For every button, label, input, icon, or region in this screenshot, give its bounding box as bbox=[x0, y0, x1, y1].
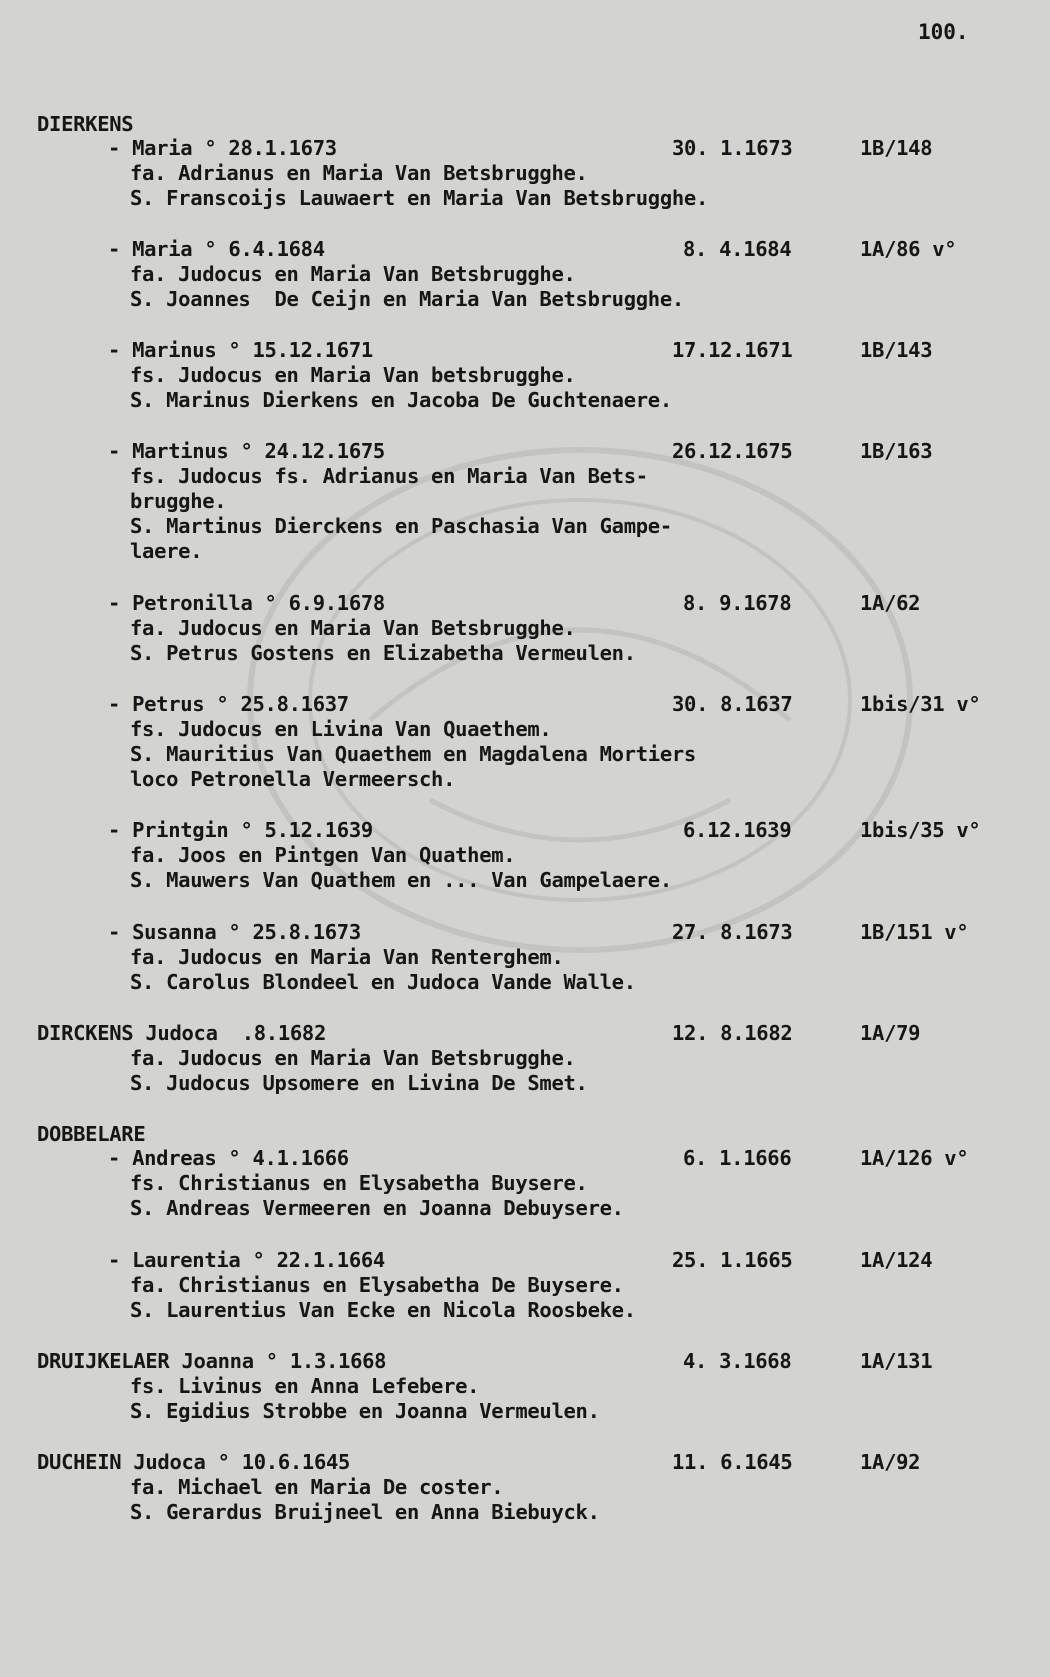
entry-parents: fa. Judocus en Maria Van Betsbrugghe. bbox=[130, 616, 576, 640]
section-heading: DIERKENS bbox=[37, 112, 134, 136]
entry-sponsors: S. Carolus Blondeel en Judoca Vande Walle. bbox=[130, 970, 636, 994]
entry-sponsors: S. Franscoijs Lauwaert en Maria Van Betsbrugghe. bbox=[130, 186, 709, 210]
entry-sponsors: S. Gerardus Bruijneel en Anna Biebuyck. bbox=[130, 1500, 600, 1524]
entry-sponsors: S. Judocus Upsomere en Livina De Smet. bbox=[130, 1071, 588, 1095]
entry-name: DUCHEIN Judoca ° 10.6.1645 bbox=[37, 1450, 351, 1474]
entry-sponsors-cont: laere. bbox=[130, 539, 203, 563]
baptism-date: 30. 1.1673 bbox=[672, 136, 793, 160]
entry-parents: fa. Judocus en Maria Van Betsbrugghe. bbox=[130, 1046, 576, 1070]
entry-sponsors: S. Mauritius Van Quaethem en Magdalena Mortiers bbox=[130, 742, 696, 766]
register-ref: 1A/92 bbox=[860, 1450, 921, 1474]
entry-name: DRUIJKELAER Joanna ° 1.3.1668 bbox=[37, 1349, 387, 1373]
entry-name: - Printgin ° 5.12.1639 bbox=[108, 818, 373, 842]
entry-parents: fs. Judocus en Livina Van Quaethem. bbox=[130, 717, 552, 741]
entry-sponsors: S. Laurentius Van Ecke en Nicola Roosbeke. bbox=[130, 1298, 636, 1322]
baptism-date: 17.12.1671 bbox=[672, 338, 793, 362]
page-number: 100. bbox=[918, 20, 969, 44]
entry-parents: fa. Adrianus en Maria Van Betsbrugghe. bbox=[130, 161, 588, 185]
baptism-date: 27. 8.1673 bbox=[672, 920, 793, 944]
baptism-date: 6.12.1639 bbox=[683, 818, 792, 842]
register-ref: 1bis/31 v° bbox=[860, 692, 981, 716]
entry-parents-cont: brugghe. bbox=[130, 489, 227, 513]
entry-sponsors: S. Joannes De Ceijn en Maria Van Betsbrugghe. bbox=[130, 287, 684, 311]
register-ref: 1A/86 v° bbox=[860, 237, 957, 261]
section-heading: DOBBELARE bbox=[37, 1122, 146, 1146]
baptism-date: 4. 3.1668 bbox=[683, 1349, 792, 1373]
entry-parents: fs. Judocus fs. Adrianus en Maria Van Bets- bbox=[130, 464, 648, 488]
entry-name: - Susanna ° 25.8.1673 bbox=[108, 920, 361, 944]
register-ref: 1B/151 v° bbox=[860, 920, 969, 944]
entry-sponsors: S. Mauwers Van Quathem en ... Van Gampelaere. bbox=[130, 868, 672, 892]
entry-name: - Laurentia ° 22.1.1664 bbox=[108, 1248, 385, 1272]
entry-sponsors: S. Marinus Dierkens en Jacoba De Guchtenaere. bbox=[130, 388, 672, 412]
baptism-date: 25. 1.1665 bbox=[672, 1248, 793, 1272]
register-ref: 1A/124 bbox=[860, 1248, 933, 1272]
entry-sponsors: S. Andreas Vermeeren en Joanna Debuysere. bbox=[130, 1196, 624, 1220]
baptism-date: 8. 9.1678 bbox=[683, 591, 792, 615]
entry-parents: fs. Christianus en Elysabetha Buysere. bbox=[130, 1171, 588, 1195]
entry-name: - Andreas ° 4.1.1666 bbox=[108, 1146, 349, 1170]
entry-name: - Maria ° 28.1.1673 bbox=[108, 136, 337, 160]
entry-name: DIRCKENS Judoca .8.1682 bbox=[37, 1021, 327, 1045]
entry-name: - Maria ° 6.4.1684 bbox=[108, 237, 325, 261]
register-ref: 1A/131 bbox=[860, 1349, 933, 1373]
entry-name: - Marinus ° 15.12.1671 bbox=[108, 338, 373, 362]
entry-parents: fa. Joos en Pintgen Van Quathem. bbox=[130, 843, 516, 867]
entry-parents: fs. Livinus en Anna Lefebere. bbox=[130, 1374, 480, 1398]
entry-parents: fa. Christianus en Elysabetha De Buysere. bbox=[130, 1273, 624, 1297]
entry-sponsors: S. Petrus Gostens en Elizabetha Vermeulen. bbox=[130, 641, 636, 665]
entry-sponsors: S. Martinus Dierckens en Paschasia Van Gampe- bbox=[130, 514, 672, 538]
entry-parents: fa. Judocus en Maria Van Renterghem. bbox=[130, 945, 564, 969]
register-ref: 1A/62 bbox=[860, 591, 921, 615]
register-ref: 1A/126 v° bbox=[860, 1146, 969, 1170]
entry-parents: fs. Judocus en Maria Van betsbrugghe. bbox=[130, 363, 576, 387]
baptism-date: 26.12.1675 bbox=[672, 439, 793, 463]
register-ref: 1B/163 bbox=[860, 439, 933, 463]
entry-sponsors-cont: loco Petronella Vermeersch. bbox=[130, 767, 456, 791]
register-ref: 1A/79 bbox=[860, 1021, 921, 1045]
register-ref: 1B/148 bbox=[860, 136, 933, 160]
baptism-date: 12. 8.1682 bbox=[672, 1021, 793, 1045]
register-ref: 1B/143 bbox=[860, 338, 933, 362]
entry-parents: fa. Michael en Maria De coster. bbox=[130, 1475, 504, 1499]
entry-sponsors: S. Egidius Strobbe en Joanna Vermeulen. bbox=[130, 1399, 600, 1423]
baptism-date: 30. 8.1637 bbox=[672, 692, 793, 716]
baptism-date: 8. 4.1684 bbox=[683, 237, 792, 261]
baptism-date: 11. 6.1645 bbox=[672, 1450, 793, 1474]
baptism-date: 6. 1.1666 bbox=[683, 1146, 792, 1170]
entry-parents: fa. Judocus en Maria Van Betsbrugghe. bbox=[130, 262, 576, 286]
entry-name: - Martinus ° 24.12.1675 bbox=[108, 439, 385, 463]
register-ref: 1bis/35 v° bbox=[860, 818, 981, 842]
entry-name: - Petrus ° 25.8.1637 bbox=[108, 692, 349, 716]
entry-name: - Petronilla ° 6.9.1678 bbox=[108, 591, 385, 615]
